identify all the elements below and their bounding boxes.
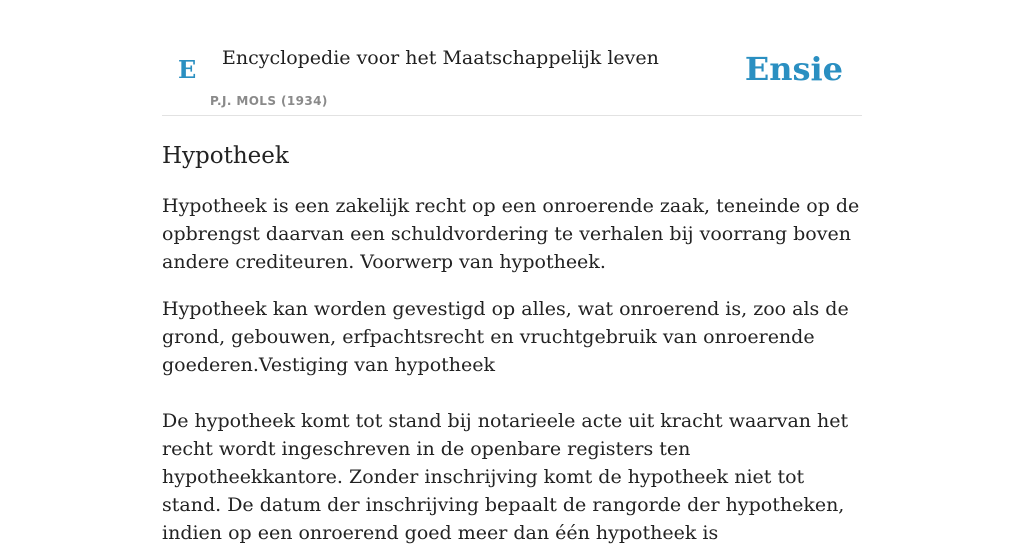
- header: [162, 0, 862, 116]
- author-credit: P.J. MOLS (1934): [210, 94, 328, 108]
- article: [162, 141, 862, 547]
- paragraph-establishment: De hypotheek komt tot stand bij notarieele acte uit kracht waarvan het recht wordt ingeschreven in de openbare registers ten hypotheekkantore. Zonder inschrijving komt de hypotheek niet tot stand. De datum der inschrijving bepaalt de rangorde der hypotheken, indien op een onroerend goed meer dan één hypotheek is: [162, 410, 849, 544]
- paragraph-definition: Hypotheek is een zakelijk recht op een onroerende zaak, teneinde op de opbrengst daarvan een schuldvordering te verhalen bij voorrang boven andere crediteuren. Voorwerp van hypotheek.: [162, 195, 860, 273]
- site-title[interactable]: Encyclopedie voor het Maatschappelijk leven: [222, 47, 659, 69]
- site-logo-letter[interactable]: E: [178, 55, 197, 84]
- brand-logo[interactable]: Ensie: [744, 50, 843, 88]
- page: [162, 0, 862, 547]
- entry-title: Hypotheek: [162, 143, 289, 169]
- paragraph-subject: Hypotheek kan worden gevestigd op alles, wat onroerend is, zoo als de grond, gebouwen, erfpachtsrecht en vruchtgebruik van onroerende goederen.Vestiging van hypotheek: [162, 298, 849, 376]
